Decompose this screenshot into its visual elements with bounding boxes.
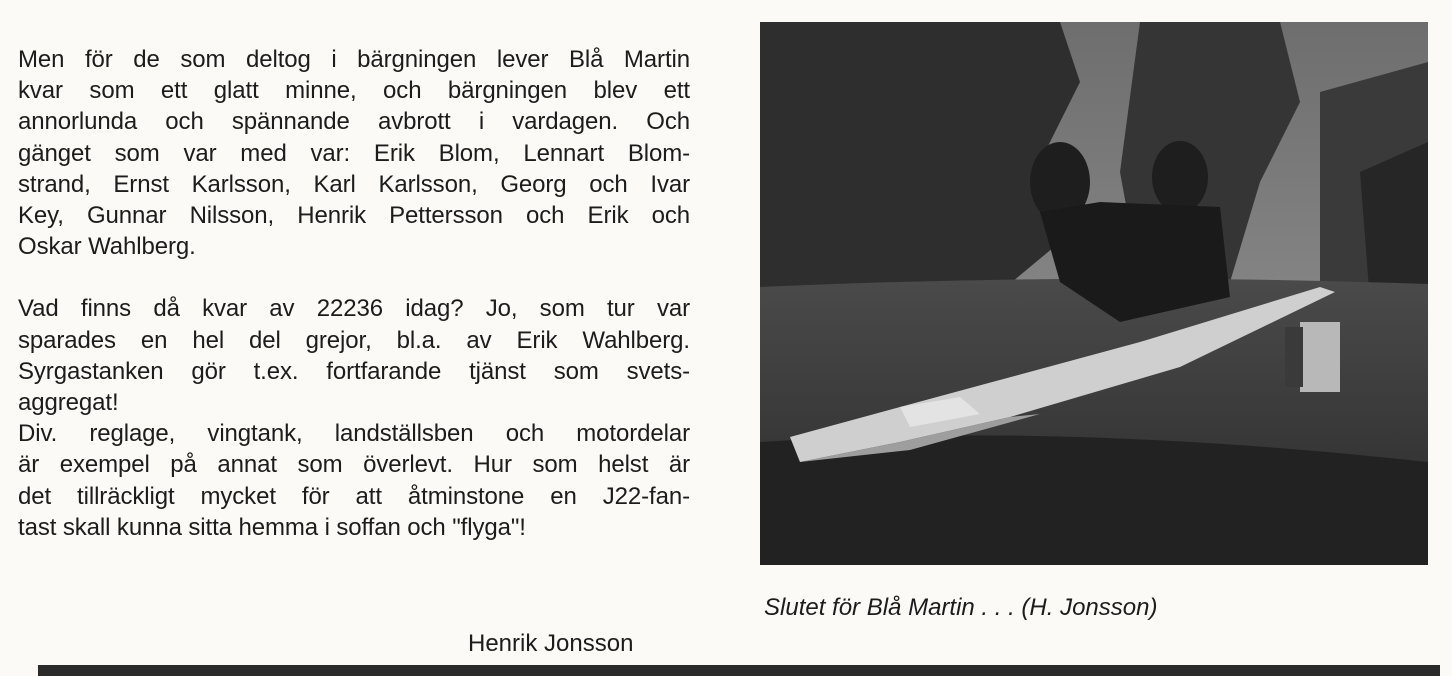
text-line: Key, Gunnar Nilsson, Henrik Pettersson och Erik och [18, 202, 690, 230]
text-line: sparades en hel del grejor, bl.a. av Erik Wahlberg. [18, 326, 690, 354]
paragraph-2 [18, 293, 690, 418]
wreck-photo [760, 22, 1428, 565]
page-bottom-rule [38, 665, 1440, 676]
text-line: Men för de som deltog i bärgningen lever Blå Martin [18, 46, 690, 73]
text-line: annorlunda och spännande avbrott i vardagen. Och [18, 108, 690, 136]
text-line: Oskar Wahlberg. [18, 233, 196, 261]
text-line: gänget som var med var: Erik Blom, Lennart Blom- [18, 139, 690, 167]
text-line: kvar som ett glatt minne, och bärgningen blev ett [18, 77, 690, 105]
text-line: Vad finns då kvar av 22236 idag? Jo, som tur var [18, 295, 690, 323]
text-line: aggregat! [18, 389, 119, 417]
photo-caption: Slutet för Blå Martin . . . (H. Jonsson) [764, 594, 1158, 621]
text-line: är exempel på annat som överlevt. Hur som helst är [18, 451, 690, 479]
paragraph-3 [18, 418, 690, 543]
text-line: tast skall kunna sitta hemma i soffan och "flyga"! [18, 513, 526, 541]
text-line: Div. reglage, vingtank, landställsben och motordelar [18, 420, 690, 448]
text-line: Syrgastanken gör t.ex. fortfarande tjänst som svets- [18, 357, 690, 385]
article-text-column [18, 44, 690, 543]
author-byline: Henrik Jonsson [468, 630, 634, 657]
photo-image [760, 22, 1428, 565]
paragraph-1 [18, 44, 690, 262]
text-line: strand, Ernst Karlsson, Karl Karlsson, Georg och Ivar [18, 170, 690, 198]
text-line: det tillräckligt mycket för att åtminstone en J22-fan- [18, 482, 690, 510]
